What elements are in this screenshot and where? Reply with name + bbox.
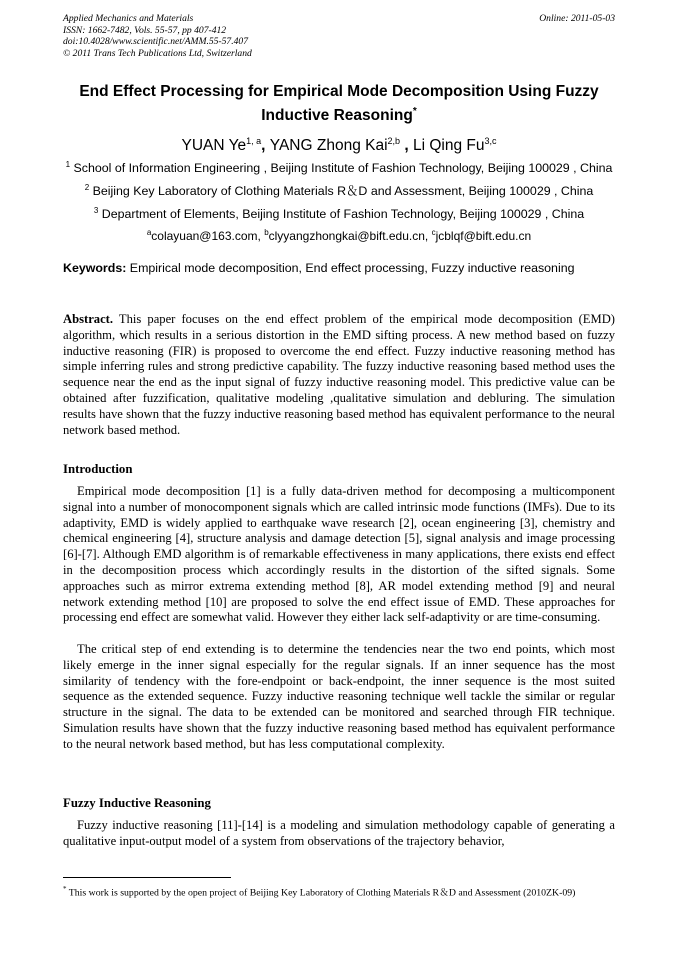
author-emails: $^a$colayuan@163.com, $^b$clyyangzhongkai@bift.edu.cn, $^c$jcblqf@bift.edu.cn bbox=[146, 228, 532, 243]
email-link[interactable]: colayuan@163.com, bbox=[151, 229, 265, 243]
author-name: YUAN Ye bbox=[181, 137, 247, 155]
abstract-text: This paper focuses on the end effect problem of the empirical mode decomposition (EMD) algorithm, which results in a serious distortion in the EMD sifting process. A new method based on fuzzy inductive reasoning (FIR) is proposed to overcome the end effect. Fuzzy inductive reasoning method has simple inferring rules and strong predictive capability. The fuzzy inductive reasoning based method uses the sequence near the end as the input signal of fuzzy inductive reasoning model. This predictive value can be obtained after fuzzification, qualitative modeling ,qualitative simulation and debluring. The simulation results have shown that the fuzzy inductive reasoning based method has equivalent performance to the neural network based method. bbox=[63, 312, 615, 437]
author-affiliation-mark: 3,c bbox=[484, 136, 497, 146]
publication-info bbox=[63, 13, 615, 59]
email-link[interactable]: clyyangzhongkai@bift.edu.cn, bbox=[268, 229, 432, 243]
running-header bbox=[63, 13, 615, 59]
footnote-text: This work is supported by the open project of Beijing Key Laboratory of Clothing Materials R＆D and Assessment (2010ZK-09) bbox=[66, 887, 576, 899]
author-affiliation-mark: 2,b bbox=[387, 136, 401, 146]
footnote-rule bbox=[63, 877, 231, 878]
issn-line: ISSN: 1662-7482, Vols. 55-57, pp 407-412 bbox=[63, 24, 227, 36]
doi-line: doi:10.4028/www.scientific.net/AMM.55-57.407 bbox=[63, 36, 249, 47]
journal-name: Applied Mechanics and Materials bbox=[63, 13, 194, 24]
online-date: Online: 2011-05-03 bbox=[539, 13, 615, 24]
title-line-2: Inductive Reasoning* bbox=[261, 105, 417, 124]
author-list bbox=[63, 132, 615, 155]
fir-paragraph-1: Fuzzy inductive reasoning [11]-[14] is a modeling and simulation methodology capable of generating a qualitative input-output model of a system from observations of the trajectory behavior, bbox=[63, 818, 615, 848]
title-line-1: End Effect Processing for Empirical Mode Decomposition Using Fuzzy bbox=[79, 83, 599, 100]
author-separator: , bbox=[400, 137, 413, 155]
keywords-text: Empirical mode decomposition, End effect processing, Fuzzy inductive reasoning bbox=[126, 261, 575, 275]
author-separator: , bbox=[261, 137, 270, 155]
affiliation-1: $^1$ School of Information Engineering , Beijing Institute of Fashion Technology, Beijing 100029 , China bbox=[65, 160, 613, 176]
section-heading-introduction: Introduction bbox=[63, 462, 133, 476]
paper-title bbox=[63, 82, 615, 125]
title-footnote-mark: * bbox=[412, 105, 417, 117]
abstract-label: Abstract. bbox=[63, 312, 114, 326]
affiliation-2: $^2$ Beijing Key Laboratory of Clothing Materials R＆D and Assessment, Beijing 100029 , China bbox=[84, 183, 594, 199]
abstract bbox=[63, 312, 615, 438]
intro-paragraph-2: The critical step of end extending is to determine the tendencies near the two end points, which most likely emerge in the inner signal especially for the regular signals. If an inner sequence has the most similarity of tendency with the fore-endpoint or back-endpoint, the inner sequence is the most suited sequence as the extended sequence. Fuzzy inductive reasoning technique well tackle the similar or regular structure in the signal. The data to be extended can be monitored and searched through FIR technique. Simulation results have shown that the fuzzy inductive reasoning based method has equivalent performance to the neural network based method, but has less computational complexity. bbox=[63, 642, 615, 751]
intro-paragraph-1: Empirical mode decomposition [1] is a fully data-driven method for decomposing a multicomponent signal into a number of monocomponent signals which are called intrinsic mode functions (IMFs). Due to its adaptivity, EMD is widely applied to earthquake wave research [2], ocean engineering [3], chemistry and chemical engineering [4], structure analysis and damage detection [5], signal analysis and image processing [6]-[7]. Although EMD algorithm is of remarkable effectiveness in many applications, there exists end effect in the decomposition process which accordingly results in the distortion of the sifted signals. Some approaches such as mirror extrema extending method [8], AR model extending method [9] and neural network extending method [10] are proposed to solve the end effect issue of EMD. These approaches for processing end effect are somewhat valid. However they either lack self-adaptivity or are time-consuming. bbox=[63, 484, 615, 625]
author-name: YANG Zhong Kai bbox=[269, 137, 388, 155]
footnote bbox=[63, 883, 615, 899]
keywords-label: Keywords: bbox=[63, 261, 127, 275]
copyright-line: © 2011 Trans Tech Publications Ltd, Switzerland bbox=[63, 47, 252, 59]
affiliation-3: $^3$ Department of Elements, Beijing Institute of Fashion Technology, Beijing 100029 , China bbox=[93, 206, 585, 222]
author-name: Li Qing Fu bbox=[412, 137, 485, 155]
footnote-mark: * bbox=[63, 885, 67, 893]
keywords bbox=[63, 261, 615, 276]
author-affiliation-mark: 1, a bbox=[246, 136, 262, 146]
section-heading-fuzzy-inductive-reasoning: Fuzzy Inductive Reasoning bbox=[63, 796, 211, 810]
email-link[interactable]: jcblqf@bift.edu.cn bbox=[435, 229, 532, 243]
